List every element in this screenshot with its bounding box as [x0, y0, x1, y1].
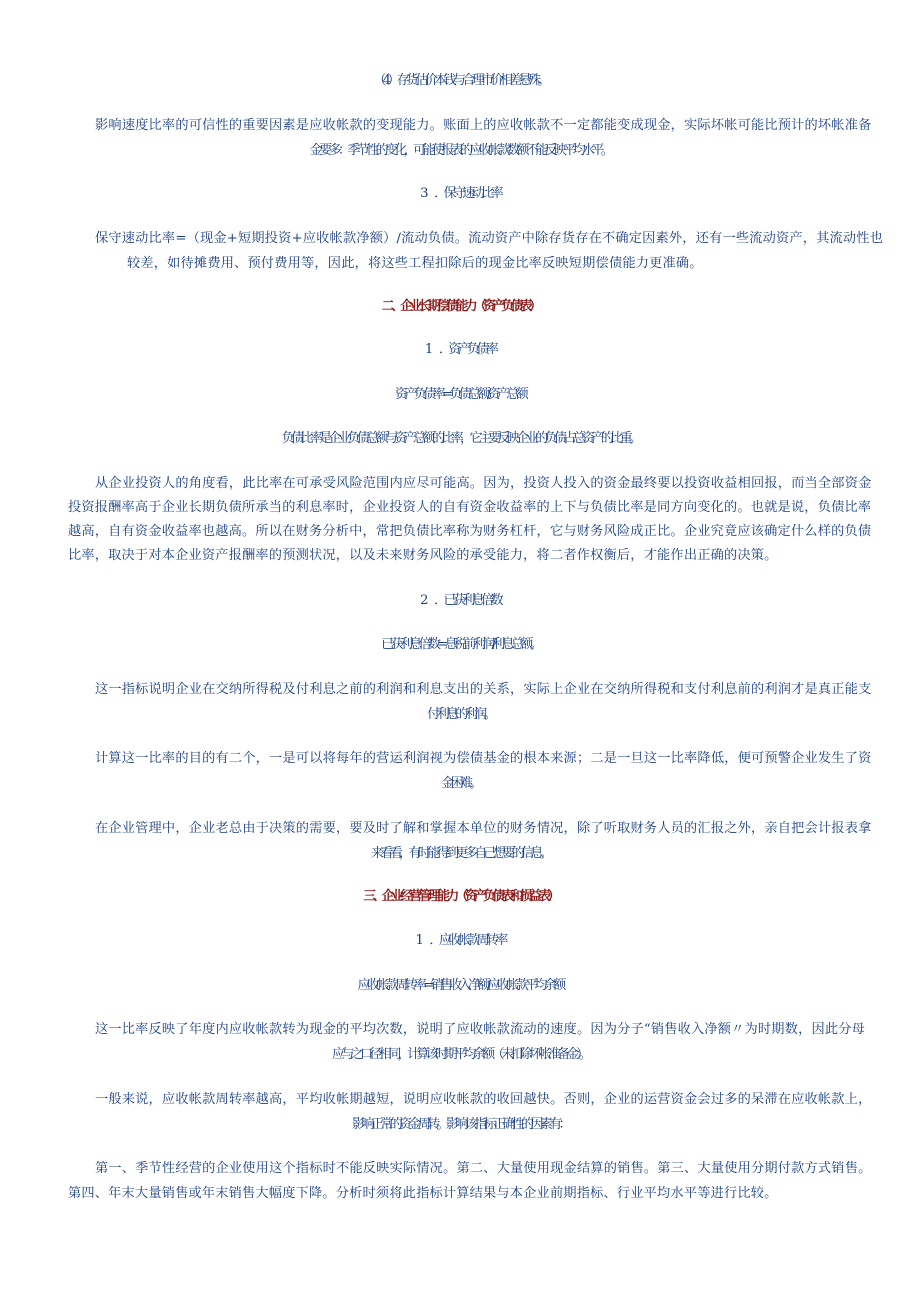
paragraph-ratio-purpose-line2: 金困难。	[441, 776, 479, 791]
section-heading-long-term-solvency: 二、企业长期偿债能力（资产负债表）	[381, 299, 539, 314]
paragraph-influencing-factors-line1: 第一、季节性经营的企业使用这个指标时不能反映实际情况。第二、大量使用现金结算的销售。第三、大量使用分期付款方式销售。	[95, 1161, 872, 1176]
formula-interest-coverage: 已获利息倍数=息税前利润/利息总额。	[380, 637, 540, 652]
paragraph-quick-ratio-credibility-line1: 影响速度比率的可信性的重要因素是应收帐款的变现能力。账面上的应收帐款不一定都能变成现金，实际坏帐可能比预计的坏帐准备	[95, 118, 872, 133]
section-heading-operating-management: 三、企业经营管理能力（资产负债表和损益表）	[363, 889, 557, 904]
paragraph-management-line1: 在企业管理中，企业老总由于决策的需要，要及时了解和掌握本单位的财务情况，除了听取财务人员的汇报之外，亲自把会计报表拿	[95, 821, 872, 836]
paragraph-debt-ratio-definition: 负债比率是企业负债总额与资产总额的比率，它主要反映企业的负债占总资产的比重。	[281, 431, 639, 446]
subheading-receivables-turnover: 1 ．应收帐款周转率	[415, 933, 505, 948]
paragraph-ratio-purpose-line1: 计算这一比率的目的有二个，一是可以将每年的营运利润视为偿债基金的根本来源；二是一旦这一比率降低，便可预警企业发生了资	[95, 751, 872, 766]
paragraph-management-line2: 来看看，有时能得到更多自己想要的信息。	[370, 846, 550, 861]
subheading-debt-ratio: 1 ．资产负债率	[424, 342, 496, 357]
paragraph-interest-coverage-meaning-line2: 付利息的利润。	[427, 707, 493, 722]
paragraph-receivables-turnover-higher-line2: 影响正常的资金周转。影响该指标正确性的因素有：	[352, 1117, 568, 1132]
paragraph-investor-perspective-line3: 越高，自有资金收益率也越高。所以在财务分析中，常把负债比率称为财务杠杆，它与财务风险成正比。企业究竟应该确定什么样的负债	[68, 524, 872, 539]
paragraph-investor-perspective-line4: 比率，取决于对本企业资产报酬率的预测状况，以及未来财务风险的承受能力，将二者作权衡后，才能作出正确的决策。	[68, 548, 778, 563]
paragraph-receivables-turnover-meaning-line2: 应与之口径相同，计算该时期平均余额（未扣除坏帐准备金）。	[331, 1047, 589, 1062]
paragraph-influencing-factors-line2: 第四、年末大量销售或年末销售大幅度下降。分析时须将此指标计算结果与本企业前期指标、行业平均水平等进行比较。	[68, 1186, 778, 1201]
subheading-conservative-quick-ratio: 3 ．保守速动比率	[420, 186, 500, 201]
formula-receivables-turnover: 应收帐款周转率=销售收入净额/应收帐款平均余额	[357, 978, 563, 993]
paragraph-receivables-turnover-meaning-line1: 这一比率反映了年度内应收帐款转为现金的平均次数，说明了应收帐款流动的速度。因为分子“销售收入净额〃为时期数，因此分母	[95, 1022, 866, 1037]
paragraph-conservative-quick-ratio-line2: 较差，如待摊费用、预付费用等，因此，将这些工程扣除后的现金比率反映短期偿债能力更准确。	[127, 256, 703, 271]
formula-debt-ratio: 资产负债率=负债总额/资产总额	[395, 387, 525, 402]
paragraph-receivables-turnover-higher-line1: 一般来说，应收帐款周转率越高，平均收帐期越短，说明应收帐款的收回越快。否则，企业的运营资金会过多的呆滞在应收帐款上，	[95, 1092, 872, 1107]
paragraph-quick-ratio-credibility-line2: 金要多：季节性的变化，可能使报表的应收帐款数额不能反映平均水平。	[309, 143, 611, 158]
subheading-interest-coverage: 2 ．已获利息倍数	[420, 593, 500, 608]
paragraph-investor-perspective-line2: 投资报酬率高于企业长期负债所承当的利息率时，企业投资人的自有资金收益率的上下与负债比率是同方向变化的。也就是说，负债比率	[68, 500, 872, 515]
paragraph-investor-perspective-line1: 从企业投资人的角度看，此比率在可承受风险范围内应尽可能高。因为，投资人投入的资金最终要以投资收益相回报，而当全部资金	[95, 476, 872, 491]
paragraph-interest-coverage-meaning-line1: 这一指标说明企业在交纳所得税及付利息之前的利润和利息支出的关系，实际上企业在交纳所得税和支付利息前的利润才是真正能支	[95, 682, 872, 697]
paragraph-conservative-quick-ratio-line1: 保守速动比率=（现金+短期投资+应收帐款净额）/流动负债。流动资产中除存货存在不确定因素外，还有一些流动资产，其流动性也	[95, 231, 884, 246]
paragraph-inventory-valuation: （4）存货估价本钱与合理市价相差悬殊。	[373, 73, 547, 88]
